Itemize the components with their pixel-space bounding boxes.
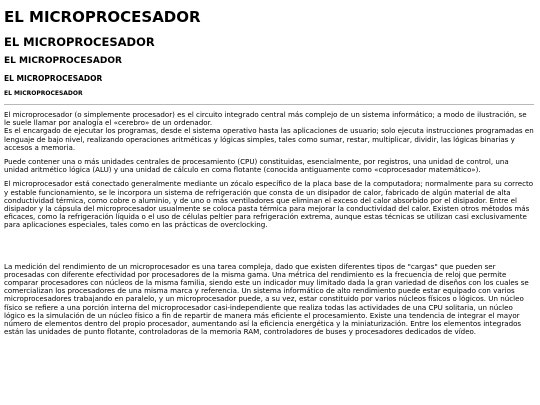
spacer — [4, 236, 534, 263]
heading-level-1: EL MICROPROCESADOR — [4, 8, 201, 26]
paragraph-cpu-units: Puede contener una o más unidades centrales de procesamiento (CPU) constituidas, esencialmente, por registros, una unidad de control, una unidad aritmético lógica (ALU) y una unidad de cálculo en coma flotante (conocida antiguamente como «coprocesador matemático»). — [4, 157, 509, 175]
paragraph-function: Es el encargado de ejecutar los programas, desde el sistema operativo hasta las aplicaciones de usuario; solo ejecuta instrucciones programadas en lenguaje de bajo nivel, realizando operaciones aritméticas y lógicas simples, tales como sumar, restar, multiplicar, dividir, las lógicas binarias y accesos a memoria. — [4, 126, 534, 152]
heading-level-5: EL MICROPROCESADOR — [4, 90, 83, 97]
paragraph-performance: La medición del rendimiento de un microprocesador es una tarea compleja, dado que existen diferentes tipos de "cargas" que pueden ser procesadas con diferente efectividad por procesadores de la misma gama. Una métrica del rendimiento es la frecuencia de reloj que permite comparar procesadores con núcleos de la misma familia, siendo este un indicador muy limitado dada la gran variedad de diseños con los cuales se comercializan los procesadores de una misma marca y referencia. Un sistema informático de alto rendimiento puede estar equipado con varios microprocesadores trabajando en paralelo, y un microprocesador puede, a su vez, estar constituido por varios núcleos físicos o lógicos. Un núcleo físico se refiere a una porción interna del microprocesador casi-independiente que realiza todas las actividades de una CPU solitaria, un núcleo lógico es la simulación de un núcleo físico a fin de repartir de manera más eficiente el procesamiento. Existe una tendencia de integrar el mayor número de elementos dentro del propio procesador, aumentando así la eficiencia energética y la miniaturización. Entre los elementos integrados están las unidades de punto flotante, controladoras de la memoria RAM, controladores de buses y procesadores dedicados de vídeo. — [4, 261, 529, 337]
heading-level-4: EL MICROPROCESADOR — [4, 74, 103, 83]
paragraph-definition: El microprocesador (o simplemente procesador) es el circuito integrado central más complejo de un sistema informático; a modo de ilustración, se le suele llamar por analogía el «cerebro» de un ordenador. — [4, 110, 527, 128]
horizontal-divider — [4, 104, 534, 105]
heading-level-3: EL MICROPROCESADOR — [4, 56, 122, 66]
heading-level-2: EL MICROPROCESADOR — [4, 35, 155, 49]
paragraph-cooling: El microprocesador está conectado generalmente mediante un zócalo específico de la placa base de la computadora; normalmente para su correcto y estable funcionamiento, se le incorpora un sistema de refrigeración que consta de un disipador de calor, fabricado de algún material de alta conductividad térmica, como cobre o aluminio, y de uno o más ventiladores que eliminan el exceso del calor absorbido por el disipador. Entre el disipador y la cápsula del microprocesador usualmente se coloca pasta térmica para mejorar la conductividad del calor. Existen otros métodos más eficaces, como la refrigeración líquida o el uso de células peltier para refrigeración extrema, aunque estas técnicas se utilizan casi exclusivamente para aplicaciones especiales, tales como en las prácticas de overclocking. — [4, 179, 534, 230]
